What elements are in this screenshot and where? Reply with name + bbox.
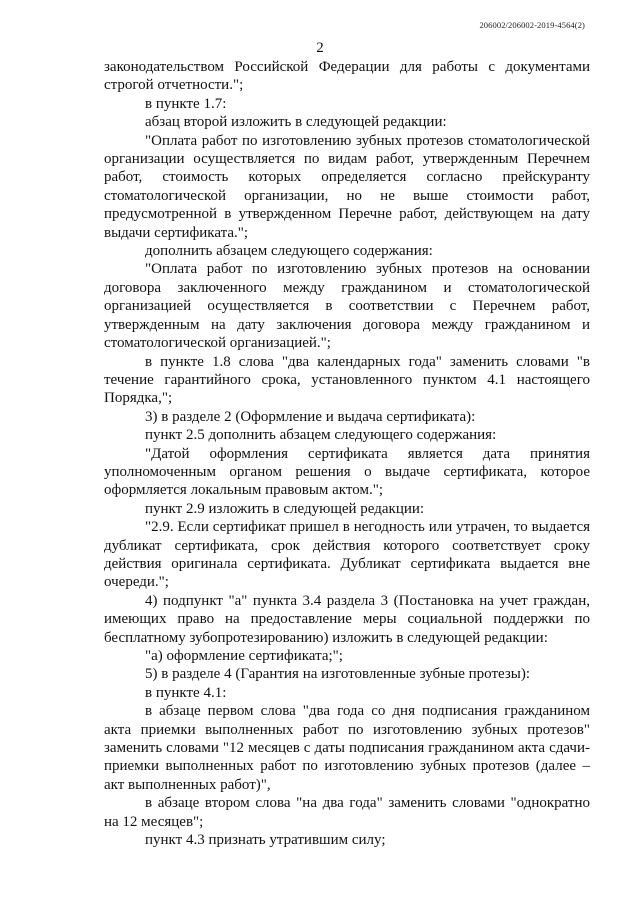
- paragraph: в пункте 4.1:: [145, 684, 227, 701]
- paragraph: "Оплата работ по изготовлению зубных протезов стоматологической организации осуществляется по видам работ, утвержденным Перечнем работ, стоимость которых определяется согласно прейскуранту стоматологической организации, но не выше стоимости работ, предусмотренной в утвержденном Перечне работ, действующем на дату выдачи сертификата.";: [104, 132, 590, 241]
- paragraph: в абзаце втором слова "на два года" заменить словами "однократно на 12 месяцев";: [104, 795, 590, 830]
- paragraph: "а) оформление сертификата;";: [145, 648, 343, 664]
- paragraph: "2.9. Если сертификат пришел в негодность или утрачен, то выдается дубликат сертификата, срок действия которого соответствует сроку действия оригинала сертификата. Дубликат сертификата выдается вне очереди.";: [104, 519, 590, 591]
- paragraph: 5) в разделе 4 (Гарантия на изготовленные зубные протезы):: [145, 666, 531, 683]
- paragraph: законодательством Российской Федерации для работы с документами строгой отчетности.";: [104, 59, 590, 94]
- paragraph: 4) подпункт "а" пункта 3.4 раздела 3 (Постановка на учет граждан, имеющих право на предоставление меры социальной поддержки по бесплатному зубопротезированию) изложить в следующей редакции:: [104, 592, 590, 646]
- page-number: 2: [316, 40, 324, 56]
- paragraph: "Оплата работ по изготовлению зубных протезов на основании договора заключенного между гражданином и стоматологической организацией осуществляется в соответствии с Перечнем работ, утвержденным на дату заключения договора между гражданином и стоматологической организацией.";: [104, 261, 590, 352]
- paragraph: дополнить абзацем следующего содержания:: [145, 243, 433, 260]
- paragraph: абзац второй изложить в следующей редакции:: [145, 114, 447, 131]
- paragraph: в пункте 1.8 слова "два календарных года" заменить словами "в течение гарантийного срока, установленного пунктом 4.1 настоящего Порядка,";: [104, 353, 590, 407]
- paragraph: пункт 4.3 признать утратившим силу;: [145, 832, 386, 849]
- paragraph: "Датой оформления сертификата является дата принятия уполномоченным органом решения о выдаче сертификата, которое оформляется локальным правовым актом.";: [104, 445, 590, 499]
- paragraph: в пункте 1.7:: [145, 95, 227, 112]
- paragraph: в абзаце первом слова "два года со дня подписания гражданином акта приемки выполненных работ по изготовлению зубных протезов" заменить словами "12 месяцев с даты подписания гражданином акта сдачи-приемки выполненных работ по изготовлению зубных протезов (далее – акт выполненных работ)",: [104, 703, 590, 793]
- paragraph: пункт 2.5 дополнить абзацем следующего содержания:: [145, 427, 497, 444]
- paragraph: пункт 2.9 изложить в следующей редакции:: [145, 500, 425, 517]
- document-body: [104, 58, 590, 849]
- paragraph: 3) в разделе 2 (Оформление и выдача сертификата):: [145, 408, 476, 425]
- document-id: 206002/206002-2019-4564(2): [479, 20, 585, 30]
